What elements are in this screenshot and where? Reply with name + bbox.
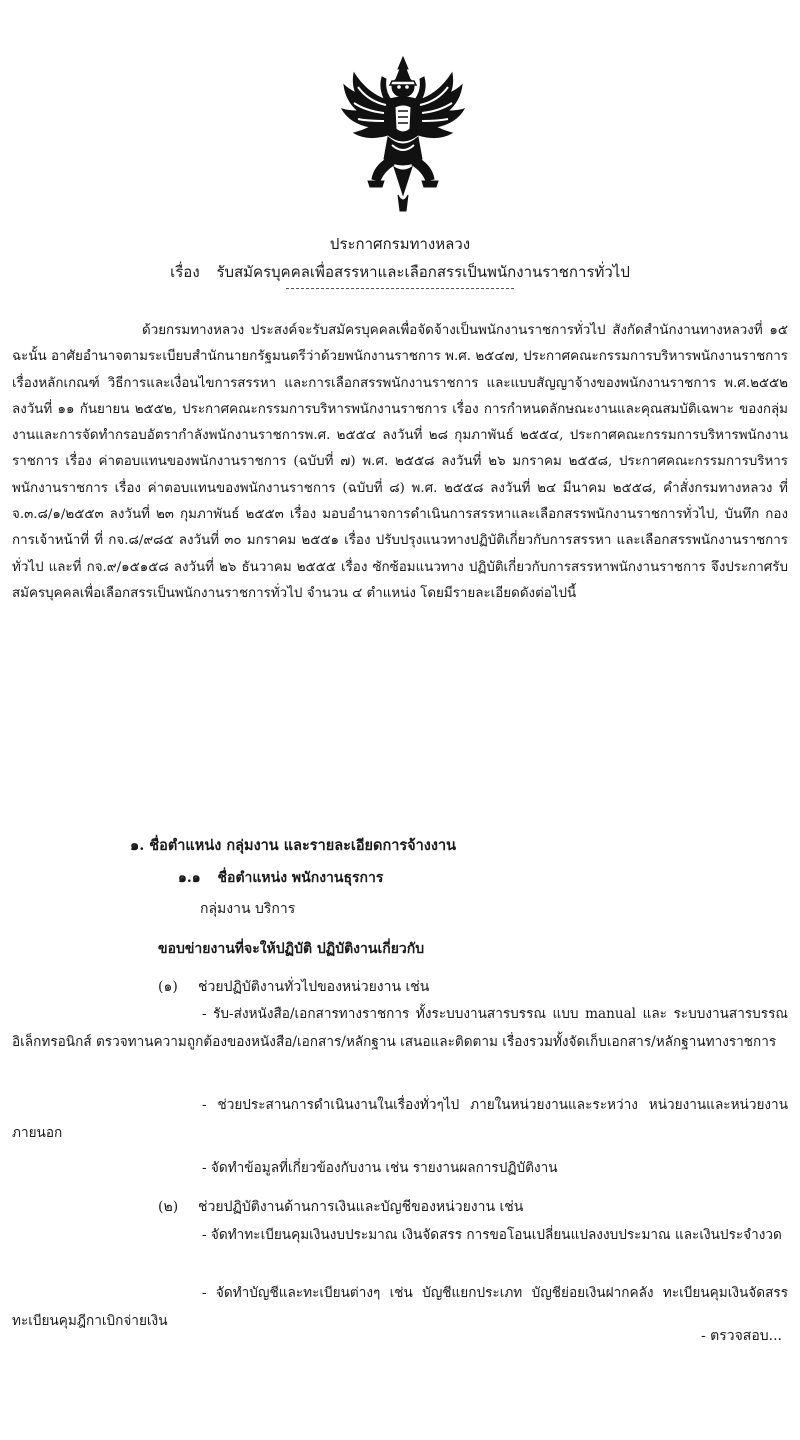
section-1-heading: ๑. ชื่อตำแหน่ง กลุ่มงาน และรายละเอียดการจ้างงาน: [130, 837, 457, 854]
intro-paragraph: ด้วยกรมทางหลวง ประสงค์จะรับสมัครบุคคลเพื่อจัดจ้างเป็นพนักงานราชการทั่วไป สังกัดสำนักงานทางหลวงที่ ๑๕ ฉะนั้น อาศัยอำนาจตามระเบียบสำนักนายกรัฐมนตรีว่าด้วยพนักงานราชการ พ.ศ. ๒๕๔๗, ประกาศคณะกรรมการบริหารพนักงานราชการ เรื่องหลักเกณฑ์ วิธีการและเงื่อนไขการสรรหา และการเลือกสรรพนักงานราชการ และแบบสัญญาจ้างของพนักงานราชการ พ.ศ.๒๕๕๒ ลงวันที่ ๑๑ กันยายน ๒๕๕๒, ประกาศคณะกรรมการบริหารพนักงานราชการ เรื่อง การกำหนดลักษณะงานและคุณสมบัติเฉพาะ ของกลุ่มงานและการจัดทำกรอบอัตรากำลังพนักงานราชการพ.ศ. ๒๕๕๔ ลงวันที่ ๒๘ กุมภาพันธ์ ๒๕๕๔, ประกาศคณะกรรมการบริหารพนักงานราชการ เรื่อง ค่าตอบแทนของพนักงานราชการ (ฉบับที่ ๗) พ.ศ. ๒๕๕๘ ลงวันที่ ๒๖ มกราคม ๒๕๕๘, ประกาศคณะกรรมการบริหารพนักงานราชการ เรื่อง ค่าตอบแทนของพนักงานราชการ (ฉบับที่ ๘) พ.ศ. ๒๕๕๘ ลงวันที่ ๒๔ มีนาคม ๒๕๕๘, คำสั่งกรมทางหลวง ที่ จ.๓.๘/๑/๒๕๕๓ ลงวันที่ ๒๓ กุมภาพันธ์ ๒๕๕๓ เรื่อง มอบอำนาจการดำเนินการสรรหาและเลือกสรรพนักงานราชการทั่วไป, บันทึก กองการเจ้าหน้าที่ ที่ กจ.๘/๙๘๕ ลงวันที่ ๓๐ มกราคม ๒๕๕๑ เรื่อง ปรับปรุงแนวทางปฏิบัติเกี่ยวกับการสรรหา และเลือกสรรพนักงานราชการทั่วไป และที่ กจ.๙/๑๕๑๕๘ ลงวันที่ ๒๖ ธันวาคม ๒๕๕๕ เรื่อง ซักซ้อมแนวทาง ปฏิบัติเกี่ยวกับการสรรหาพนักงานราชการ จึงประกาศรับสมัครบุคคลเพื่อเลือกสรรเป็นพนักงานราชการทั่วไป จำนวน ๔ ตำแหน่ง โดยมีรายละเอียดดังต่อไปนี้: [12, 323, 788, 601]
position-title: ชื่อตำแหน่ง พนักงานธุรการ: [217, 870, 384, 886]
bullet-text: - รับ-ส่งหนังสือ/เอกสารทางราชการ ทั้งระบบงานสารบรรณ แบบ manual และ ระบบงานสารบรรณอิเล็กทรอนิกส์ ตรวจทานความถูกต้องของหนังสือ/เอกสาร/หลักฐาน เสนอและติดตาม เรื่องรวมทั้งจัดเก็บเอกสาร/หลักฐานทางราชการ: [12, 1006, 788, 1050]
item-number: (๑): [158, 979, 178, 995]
bullet-text: - ช่วยประสานการดำเนินงานในเรื่องทั่วๆไป ภายในหน่วยงานและระหว่าง หน่วยงานและหน่วยงานภายนอก: [12, 1097, 788, 1141]
item-text: ช่วยปฏิบัติงานด้านการเงินและบัญชีของหน่วยงาน เช่น: [198, 1199, 524, 1215]
bullet-text: - จัดทำข้อมูลที่เกี่ยวข้องกับงาน เช่น รายงานผลการปฏิบัติงาน: [202, 1160, 558, 1176]
list-item: [12, 1092, 788, 1147]
title-divider: [286, 288, 514, 289]
continuation-marker: - ตรวจสอบ...: [700, 1328, 782, 1344]
item-text: ช่วยปฏิบัติงานทั่วไปของหน่วยงาน เช่น: [198, 979, 430, 995]
subject-text: รับสมัครบุคคลเพื่อสรรหาและเลือกสรรเป็นพนักงานราชการทั่วไป: [216, 263, 630, 281]
subsection-number: ๑.๑: [178, 870, 201, 886]
list-item: [158, 1196, 523, 1218]
subsection-1-1-heading: [178, 867, 383, 889]
list-item: [12, 1222, 788, 1250]
list-item: [158, 976, 429, 998]
bullet-text: - จัดทำทะเบียนคุมเงินงบประมาณ เงินจัดสรร การขอโอนเปลี่ยนแปลงงบประมาณ และเงินประจำงวด: [202, 1227, 782, 1243]
announcement-title: ประกาศกรมทางหลวง: [329, 235, 471, 253]
list-item: [12, 1155, 788, 1183]
subject-label: เรื่อง: [170, 263, 200, 281]
list-item: [12, 1280, 788, 1335]
announcement-subject: [0, 260, 800, 284]
scope-heading: ขอบข่ายงานที่จะให้ปฏิบัติ ปฏิบัติงานเกี่ยวกับ: [158, 941, 425, 957]
item-number: (๒): [158, 1199, 179, 1215]
garuda-emblem-icon: [338, 55, 468, 215]
bullet-text: - จัดทำบัญชีและทะเบียนต่างๆ เช่น บัญชีแยกประเภท บัญชีย่อยเงินฝากคลัง ทะเบียนคุมเงินจัดสรร ทะเบียนคุมฎีกาเบิกจ่ายเงิน: [12, 1285, 788, 1329]
work-group: กลุ่มงาน บริการ: [200, 901, 296, 917]
list-item: [12, 1001, 788, 1056]
